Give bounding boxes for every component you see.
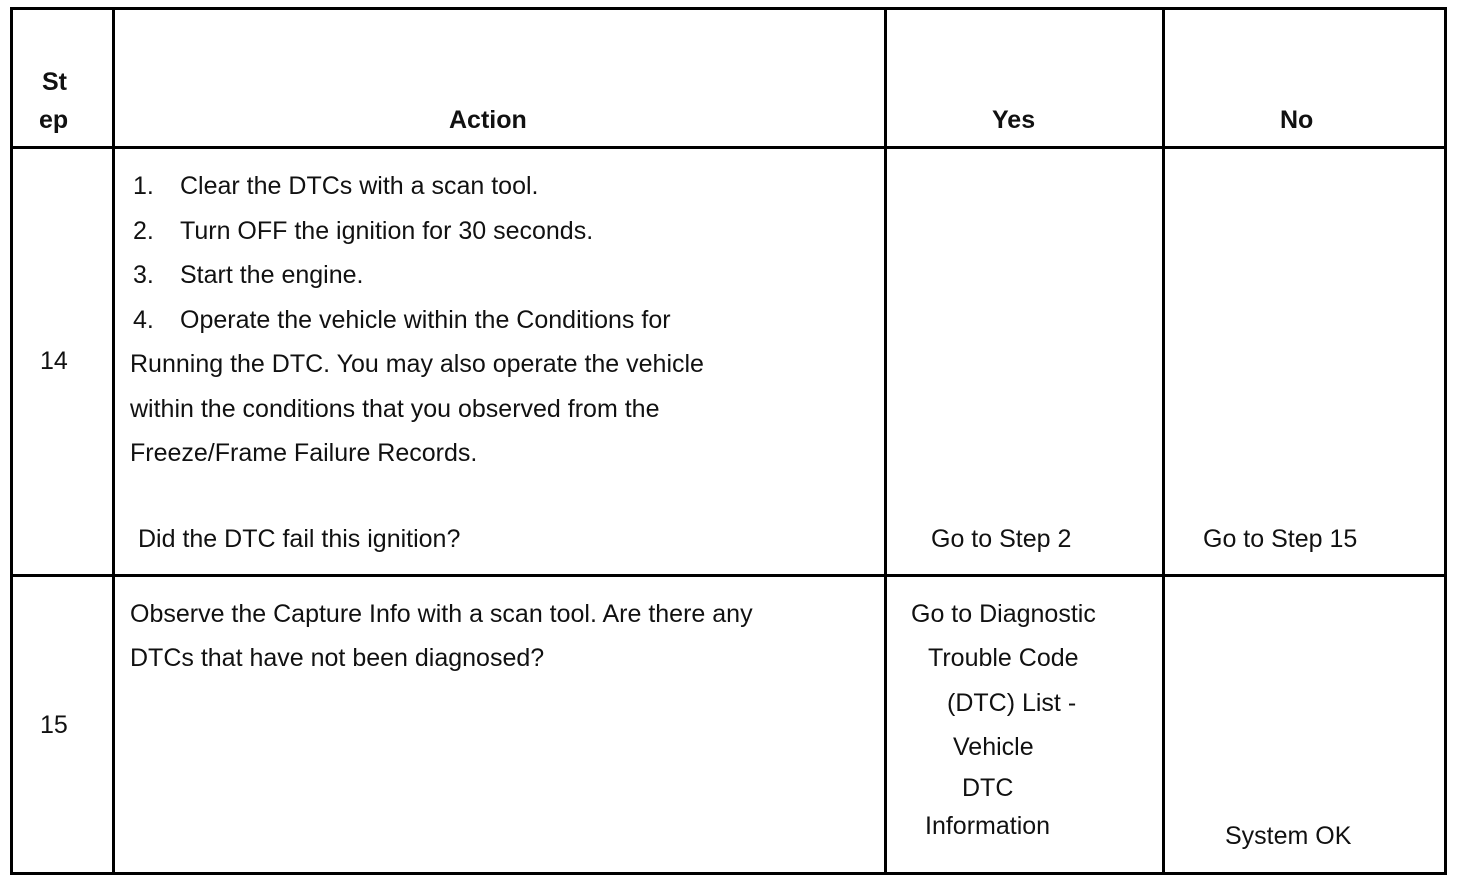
yes-result-line: Vehicle	[953, 733, 1034, 761]
yes-result-line: DTC	[962, 774, 1014, 802]
action-list-item	[133, 219, 593, 244]
yes-result: Go to Step 2	[931, 525, 1072, 553]
yes-result-line: Trouble Code	[928, 644, 1079, 672]
column-divider-step-action	[112, 7, 115, 875]
row-divider-header	[10, 146, 1447, 149]
header-step-line1: St	[42, 68, 67, 96]
header-action: Action	[449, 106, 527, 134]
no-result: Go to Step 15	[1203, 525, 1358, 553]
column-divider-action-yes	[884, 7, 887, 875]
action-text-line: Observe the Capture Info with a scan tool. Are there any	[130, 600, 753, 628]
list-number: 1.	[133, 172, 154, 200]
action-text-line: DTCs that have not been diagnosed?	[130, 644, 545, 672]
list-text: Turn OFF the ignition for 30 seconds.	[180, 217, 594, 245]
step-number: 15	[40, 711, 68, 739]
action-question: Did the DTC fail this ignition?	[138, 525, 461, 553]
action-list-item	[133, 174, 538, 199]
yes-result-line: (DTC) List -	[947, 689, 1077, 717]
yes-result-line: Go to Diagnostic	[911, 600, 1096, 628]
row-divider-14-15	[10, 574, 1447, 577]
action-text-line: Running the DTC. You may also operate the vehicle	[130, 350, 704, 378]
action-text-line: Freeze/Frame Failure Records.	[130, 439, 478, 467]
header-yes: Yes	[992, 106, 1036, 134]
list-text: Clear the DTCs with a scan tool.	[180, 172, 539, 200]
step-number: 14	[40, 347, 68, 375]
list-text: Start the engine.	[180, 261, 364, 289]
no-result: System OK	[1225, 822, 1352, 850]
action-list-item	[133, 263, 363, 288]
yes-result-line: Information	[925, 812, 1051, 840]
list-number: 3.	[133, 261, 154, 289]
action-text-line: within the conditions that you observed from the	[130, 395, 660, 423]
header-step-line2: ep	[39, 106, 69, 134]
header-no: No	[1280, 106, 1314, 134]
list-number: 4.	[133, 306, 154, 334]
list-text: Operate the vehicle within the Conditions for	[180, 306, 671, 334]
column-divider-yes-no	[1162, 7, 1165, 875]
list-number: 2.	[133, 217, 154, 245]
action-list-item	[133, 308, 671, 333]
